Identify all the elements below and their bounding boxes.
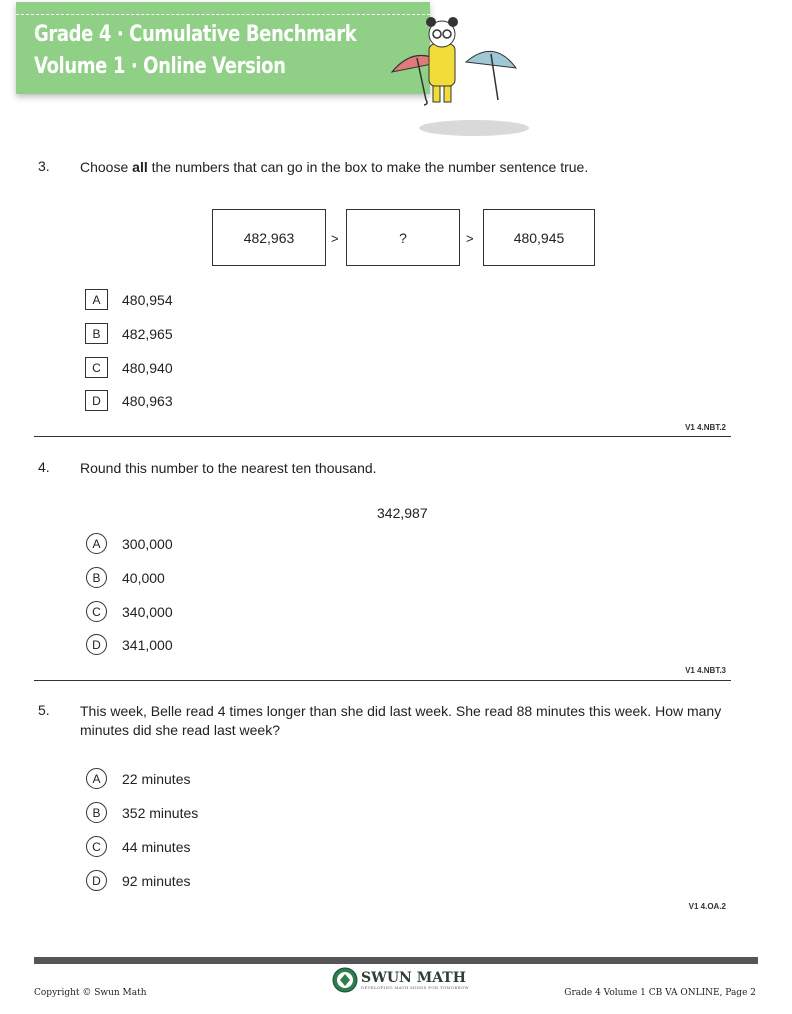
q4-given-number: 342,987: [377, 505, 428, 521]
q3-option-c-text: 480,940: [122, 360, 173, 376]
q3-option-d-checkbox[interactable]: D: [85, 390, 108, 411]
question-5-number: 5.: [38, 702, 50, 718]
q4-option-b-radio[interactable]: B: [86, 567, 107, 588]
q4-standard-code: V1 4.NBT.3: [685, 666, 726, 675]
q5-option-a-radio[interactable]: A: [86, 768, 107, 789]
logo-tagline: DEVELOPING MATH MINDS FOR TOMORROW: [361, 984, 469, 990]
divider: [34, 436, 731, 437]
question-3-number: 3.: [38, 158, 50, 174]
divider: [34, 680, 731, 681]
banner-dashed-line: [16, 14, 430, 15]
q3-option-a-text: 480,954: [122, 292, 173, 308]
q3-text-part2: the numbers that can go in the box to make the number sentence true.: [147, 159, 589, 175]
q3-option-d-text: 480,963: [122, 393, 173, 409]
question-5-text: This week, Belle read 4 times longer than she did last week. She read 88 minutes this week. How many minutes did she read last week?: [80, 703, 722, 738]
q5-option-c-radio[interactable]: C: [86, 836, 107, 857]
q5-option-a-text: 22 minutes: [122, 771, 191, 787]
sentence-answer-box[interactable]: ?: [346, 209, 460, 266]
q5-option-c-text: 44 minutes: [122, 839, 191, 855]
greater-than-1: >: [331, 231, 339, 246]
banner-title-line1: Grade 4 · Cumulative Benchmark: [34, 22, 357, 47]
question-3-text: [80, 158, 730, 177]
swun-logo-icon: [332, 967, 358, 993]
q3-text-bold: all: [132, 159, 148, 175]
q3-text-part1: Choose: [80, 159, 133, 175]
logo-name: SWUN MATH: [361, 969, 466, 986]
panda-icon: [426, 17, 458, 102]
q5-option-b-text: 352 minutes: [122, 805, 199, 821]
q3-option-c-checkbox[interactable]: C: [85, 357, 108, 378]
sentence-left-box: 482,963: [212, 209, 326, 266]
page-info: Grade 4 Volume 1 CB VA ONLINE, Page 2: [564, 988, 756, 998]
q4-option-a-radio[interactable]: A: [86, 533, 107, 554]
copyright-text: Copyright © Swun Math: [34, 988, 147, 998]
q4-option-b-text: 40,000: [122, 570, 165, 586]
q4-option-c-text: 340,000: [122, 604, 173, 620]
greater-than-2: >: [466, 231, 474, 246]
blue-umbrella-icon: [466, 51, 516, 100]
q3-option-b-checkbox[interactable]: B: [85, 323, 108, 344]
question-4-number: 4.: [38, 459, 50, 475]
q3-option-b-text: 482,965: [122, 326, 173, 342]
banner-title-line2: Volume 1 · Online Version: [34, 54, 286, 79]
sentence-right-box: 480,945: [483, 209, 595, 266]
q5-option-b-radio[interactable]: B: [86, 802, 107, 823]
mascot-illustration: [384, 0, 534, 140]
footer-bar: [34, 957, 758, 964]
q5-standard-code: V1 4.OA.2: [688, 902, 726, 911]
q4-option-a-text: 300,000: [122, 536, 173, 552]
q3-standard-code: V1 4.NBT.2: [685, 423, 726, 432]
q3-option-a-checkbox[interactable]: A: [85, 289, 108, 310]
q5-option-d-radio[interactable]: D: [86, 870, 107, 891]
q4-option-d-text: 341,000: [122, 637, 173, 653]
q4-option-d-radio[interactable]: D: [86, 634, 107, 655]
swun-math-logo: [332, 966, 469, 994]
question-4-text: Round this number to the nearest ten thousand.: [80, 460, 377, 476]
q5-option-d-text: 92 minutes: [122, 873, 191, 889]
q4-option-c-radio[interactable]: C: [86, 601, 107, 622]
header-banner: [16, 2, 430, 94]
